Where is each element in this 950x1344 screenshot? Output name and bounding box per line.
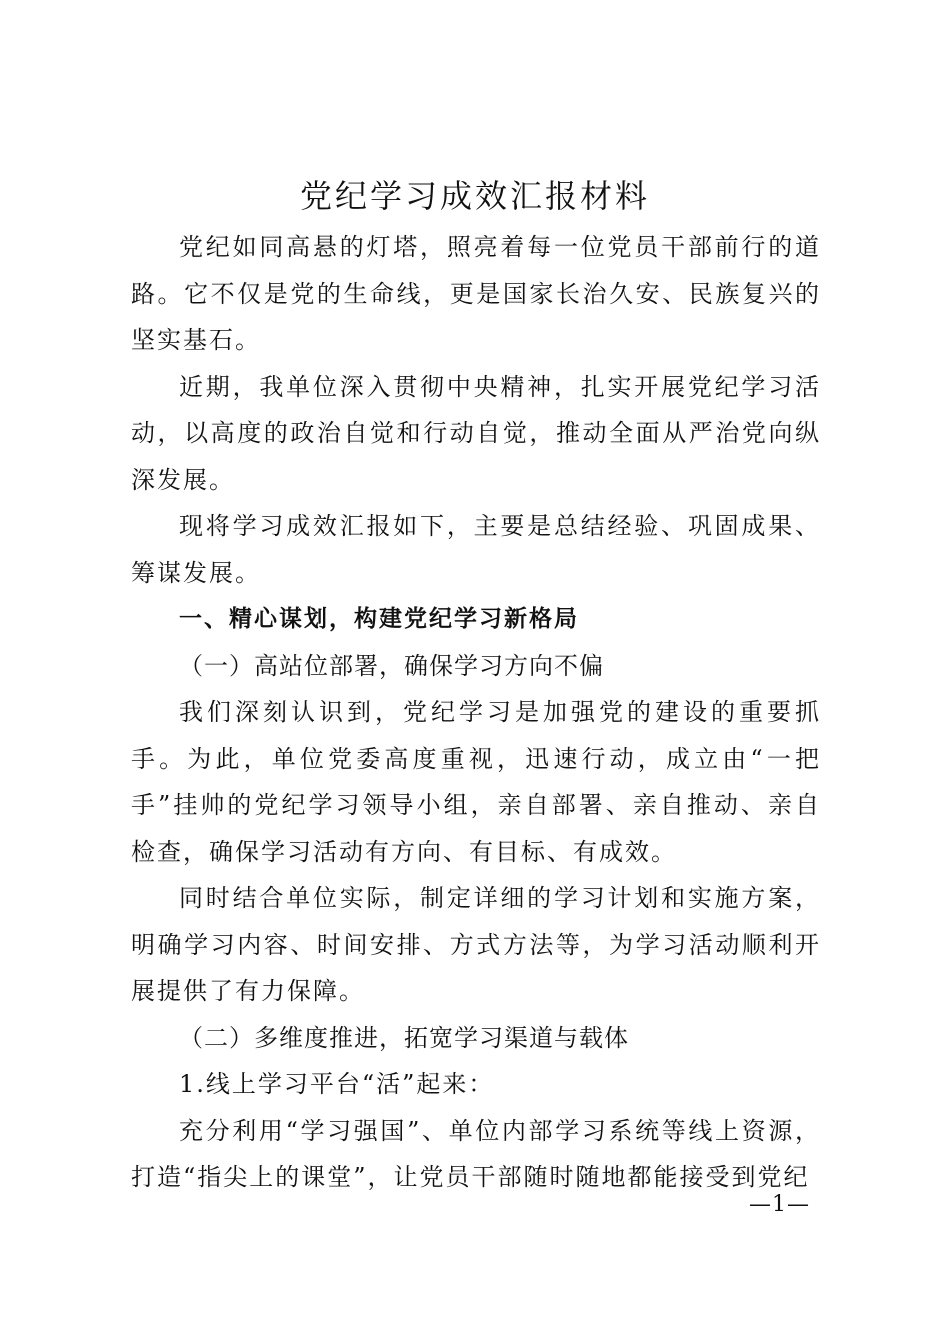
subsection-heading-2: （二）多维度推进，拓宽学习渠道与载体 <box>179 1023 629 1052</box>
subsection-heading-1: （一）高站位部署，确保学习方向不偏 <box>179 651 604 680</box>
list-item-online-platform: 1.线上学习平台“活”起来： <box>179 1070 495 1098</box>
paragraph-leadership: 我们深刻认识到，党纪学习是加强党的建设的重要抓手。为此，单位党委高度重视，迅速行动，成立由“一把手”挂帅的党纪学习领导小组，亲自部署、亲自推动、亲自检查，确保学习活动有方向、有目标、有成效。 <box>131 698 821 866</box>
section-heading-1: 一、精心谋划，构建党纪学习新格局 <box>179 606 579 632</box>
page-number: —1— <box>749 1192 810 1217</box>
paragraph-intro-2: 近期，我单位深入贯彻中央精神，扎实开展党纪学习活动，以高度的政治自觉和行动自觉，推动全面从严治党向纵深发展。 <box>131 372 821 494</box>
document-title: 党纪学习成效汇报材料 <box>299 177 650 215</box>
paragraph-online-resources: 充分利用“学习强国”、单位内部学习系统等线上资源，打造“指尖上的课堂”，让党员干部随时随地都能接受到党纪 <box>131 1116 821 1191</box>
paragraph-plan: 同时结合单位实际，制定详细的学习计划和实施方案，明确学习内容、时间安排、方式方法等，为学习活动顺利开展提供了有力保障。 <box>131 884 821 1005</box>
paragraph-intro-1: 党纪如同高悬的灯塔，照亮着每一位党员干部前行的道路。它不仅是党的生命线，更是国家长治久安、民族复兴的坚实基石。 <box>131 233 821 354</box>
paragraph-intro-3: 现将学习成效汇报如下，主要是总结经验、巩固成果、筹谋发展。 <box>131 512 821 587</box>
document-body <box>131 224 821 1201</box>
